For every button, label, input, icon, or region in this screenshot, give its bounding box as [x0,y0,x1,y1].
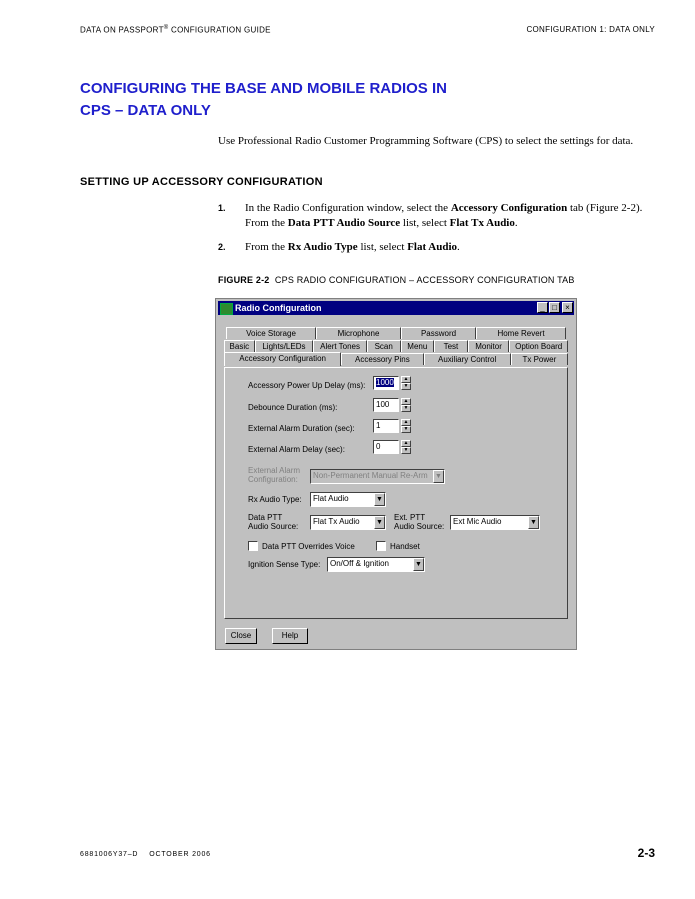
spin-down-icon[interactable]: ▼ [401,447,411,454]
close-window-button[interactable]: × [562,302,573,313]
data-ptt-overrides-voice-checkbox[interactable] [248,541,258,551]
spin-down-icon[interactable]: ▼ [401,426,411,433]
chevron-down-icon[interactable]: ▼ [413,558,424,571]
data-ptt-audio-source-select[interactable] [310,515,386,530]
footer-doc-number: 6881006Y37–D OCTOBER 2006 [80,851,211,858]
debounce-input[interactable]: 100 [373,398,399,412]
spin-down-icon[interactable]: ▼ [401,383,411,390]
tab-accessory-configuration[interactable]: Accessory Configuration [224,352,341,366]
help-button[interactable]: Help [272,628,308,644]
ext-alarm-config-label-line2: Configuration: [248,475,298,484]
chevron-down-icon: ▼ [433,470,444,483]
tab-basic[interactable]: Basic [224,340,255,352]
tab-lights-leds[interactable]: Lights/LEDs [255,340,314,352]
power-up-delay-value: 1000 [376,378,394,387]
rx-audio-type-select[interactable] [310,492,386,507]
step-bold-term: Flat Tx Audio [449,217,515,229]
tab-accessory-pins[interactable]: Accessory Pins [341,353,423,365]
tab-menu[interactable]: Menu [401,340,435,352]
chevron-down-icon[interactable]: ▼ [528,516,539,529]
tab-tx-power[interactable]: Tx Power [511,353,568,365]
page-title-line1: CONFIGURING THE BASE AND MOBILE RADIOS IN [80,80,447,97]
chevron-down-icon[interactable]: ▼ [374,493,385,506]
minimize-button[interactable]: _ [537,302,548,313]
ext-alarm-duration-input[interactable]: 1 [373,419,399,433]
data-ptt-overrides-voice-label: Data PTT Overrides Voice [262,542,355,551]
step-text: tab (Figure 2-2). From the [245,202,643,229]
tab-test[interactable]: Test [434,340,468,352]
power-up-delay-input[interactable] [373,376,399,390]
ext-alarm-duration-label: External Alarm Duration (sec): [248,424,355,433]
chevron-down-icon[interactable]: ▼ [374,516,385,529]
ext-alarm-delay-input[interactable]: 0 [373,440,399,454]
header-left-text2: CONFIGURATION GUIDE [168,25,271,35]
ext-ptt-label [394,513,444,531]
figure-caption-text: CPS RADIO CONFIGURATION – ACCESSORY CONFIGURATION TAB [274,275,575,285]
step-bold-term: Rx Audio Type [287,241,358,253]
registered-mark: ® [163,25,169,31]
running-header-left [80,25,271,35]
ignition-sense-select[interactable] [327,557,425,572]
tab-row-3 [224,353,568,366]
radio-configuration-dialog [215,298,577,650]
tab-alert-tones[interactable]: Alert Tones [313,340,367,352]
step-text: list, select [400,217,450,229]
ignition-sense-value: On/Off & Ignition [330,559,389,568]
tab-microphone[interactable]: Microphone [316,327,401,339]
step-2 [218,240,668,255]
tab-scan[interactable]: Scan [367,340,401,352]
ext-alarm-delay-label: External Alarm Delay (sec): [248,445,345,454]
header-left-text: DATA ON PASSPORT [80,25,164,35]
page-number: 2-3 [637,846,655,860]
ext-ptt-audio-source-value: Ext Mic Audio [453,517,502,526]
step-text: From the [245,241,288,253]
step-text: . [457,241,460,253]
ext-alarm-config-label [248,466,300,484]
spin-up-icon[interactable]: ▲ [401,419,411,426]
power-up-delay-label: Accessory Power Up Delay (ms): [248,381,366,390]
step-bold-term: Data PTT Audio Source [287,217,401,229]
close-button[interactable]: Close [225,628,257,644]
ignition-sense-label: Ignition Sense Type: [248,560,321,569]
spin-up-icon[interactable]: ▲ [401,376,411,383]
step-text: . [514,217,518,229]
ext-ptt-label-line1: Ext. PTT [394,513,426,522]
tab-voice-storage[interactable]: Voice Storage [226,327,316,339]
spin-up-icon[interactable]: ▲ [401,440,411,447]
data-ptt-label-line2: Audio Source: [248,522,299,531]
step-text: list, select [357,241,408,253]
tab-option-board[interactable]: Option Board [509,340,568,352]
data-ptt-label-line1: Data PTT [248,513,283,522]
tab-auxiliary-control[interactable]: Auxiliary Control [424,353,511,365]
ext-ptt-audio-source-select[interactable] [450,515,540,530]
dialog-title: Radio Configuration [235,303,322,313]
ext-ptt-label-line2: Audio Source: [394,522,445,531]
step-text: In the Radio Configuration window, select the [245,202,451,214]
running-header-right: CONFIGURATION 1: DATA ONLY [526,25,655,34]
rx-audio-type-label: Rx Audio Type: [248,495,302,504]
step-bold-term: Flat Audio [407,241,458,253]
step-number: 2. [218,242,226,252]
tab-monitor[interactable]: Monitor [468,340,510,352]
section-heading: SETTING UP ACCESSORY CONFIGURATION [80,176,323,188]
step-1 [218,201,668,231]
spin-up-icon[interactable]: ▲ [401,398,411,405]
step-number: 1. [218,203,226,213]
ext-alarm-config-select [310,469,445,484]
figure-caption [218,275,575,285]
tab-password[interactable]: Password [401,327,476,339]
handset-checkbox[interactable] [376,541,386,551]
step-bold-term: Accessory Configuration [450,202,568,214]
page-title-line2: CPS – DATA ONLY [80,102,211,119]
intro-paragraph: Use Professional Radio Customer Programming Software (CPS) to select the settings for data. [218,135,634,147]
debounce-label: Debounce Duration (ms): [248,403,338,412]
page-title [80,78,640,122]
spin-down-icon[interactable]: ▼ [401,405,411,412]
handset-label: Handset [390,542,420,551]
ext-alarm-config-value: Non-Permanent Manual Re-Arm [313,471,428,480]
rx-audio-type-value: Flat Audio [313,494,349,503]
data-ptt-label [248,513,298,531]
data-ptt-audio-source-value: Flat Tx Audio [313,517,360,526]
tab-row-1 [226,327,566,340]
maximize-button[interactable]: □ [549,302,560,313]
figure-label: FIGURE 2-2 [218,275,270,285]
ext-alarm-config-label-line1: External Alarm [248,466,301,475]
tab-home-revert[interactable]: Home Revert [476,327,566,339]
dialog-titlebar[interactable] [218,301,574,315]
app-icon [220,303,233,315]
accessory-configuration-panel [224,367,568,619]
